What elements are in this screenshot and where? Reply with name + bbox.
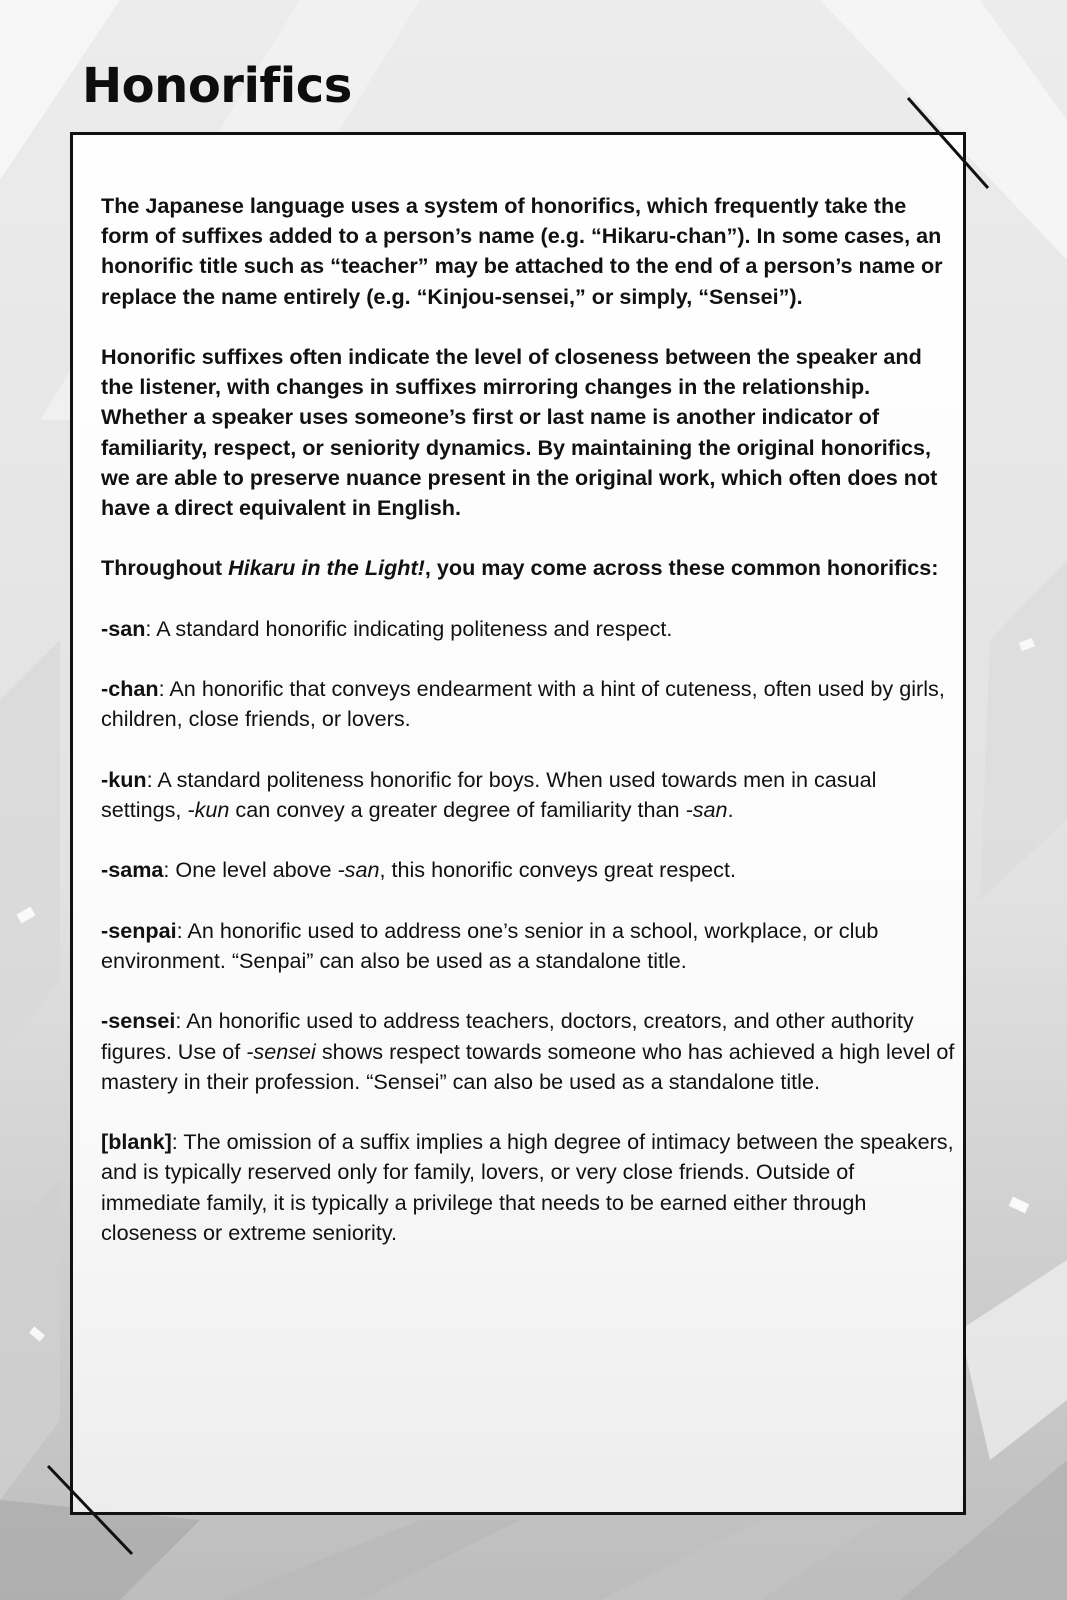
honorific-term: -sensei: [101, 1008, 176, 1034]
intro-paragraph-2: Honorific suffixes often indicate the level of closeness between the speaker and the listener, with changes in suffixes mirroring changes in the relationship. Whether a speaker uses someone’s first or last name is another indicator of familiarity, respect, or seniority dynamics. By maintaining the original honorifics, we are able to preserve nuance present in the original work, which often does not have a direct equivalent in English.: [101, 344, 938, 521]
honorific-term: -sama: [101, 857, 164, 883]
intro-p3-post: , you may come across these common honorifics:: [424, 555, 939, 581]
honorific-italic: -sensei: [246, 1038, 316, 1064]
honorific-italic: -kun: [187, 796, 230, 822]
honorific-entry-blank: [101, 1127, 957, 1248]
honorific-term: -kun: [101, 766, 147, 792]
intro-p3-pre: Throughout: [101, 555, 229, 581]
honorific-definition: , this honorific conveys great respect.: [379, 857, 736, 883]
honorific-definition: : The omission of a suffix implies a high degree of intimacy between the speakers, and is typically reserved only for family, lovers, or very close friends. Outside of immediate family, it is typically a privilege that needs to be earned either through closeness or extreme seniority.: [101, 1129, 954, 1245]
honorific-definition: : An honorific used to address one’s senior in a school, workplace, or club environment. “Senpai” can also be used as a standalone title.: [101, 917, 879, 973]
honorific-term: [blank]: [101, 1129, 172, 1155]
honorific-term: -chan: [101, 676, 159, 702]
honorific-entry-chan: [101, 674, 957, 734]
honorific-definition: .: [727, 796, 734, 822]
honorific-entry-sensei: [101, 1006, 957, 1097]
page-title: Honorifics: [82, 58, 352, 114]
intro-paragraph-3: [101, 553, 957, 583]
honorific-definition: : An honorific used to address teachers, doctors, creators, and other authority figures. Use of: [101, 1008, 914, 1064]
intro-paragraph-1: The Japanese language uses a system of honorifics, which frequently take the form of suffixes added to a person’s name (e.g. “Hikaru-chan”). In some cases, an honorific title such as “teacher” may be attached to the end of a person’s name or replace the name entirely (e.g. “Kinjou-sensei,” or simply, “Sensei”).: [101, 193, 943, 309]
corner-slash-top-right: [900, 90, 1000, 200]
honorific-italic: -san: [337, 857, 380, 883]
honorific-definition: : One level above: [163, 857, 338, 883]
honorific-definition: can convey a greater degree of familiarity than: [229, 796, 686, 822]
honorific-term: -san: [101, 615, 146, 641]
honorific-entry-senpai: [101, 916, 957, 976]
honorific-definition: : An honorific that conveys endearment with a hint of cuteness, often used by girls, children, close friends, or lovers.: [101, 676, 945, 732]
honorific-entry-sama: [101, 855, 957, 885]
honorific-definition: : A standard politeness honorific for boys. When used towards men in casual settings,: [101, 766, 877, 822]
honorific-term: -senpai: [101, 917, 177, 943]
honorific-definition: : A standard honorific indicating politeness and respect.: [145, 615, 673, 641]
honorific-entry-kun: [101, 765, 957, 825]
honorific-definition: shows respect towards someone who has achieved a high level of mastery in their profession. “Sensei” can also be used as a standalone title.: [101, 1038, 955, 1094]
book-title: Hikaru in the Light!: [228, 555, 425, 581]
corner-slash-bottom-left: [40, 1458, 140, 1568]
body-text: [101, 191, 957, 1278]
honorific-italic: -san: [685, 796, 728, 822]
honorific-entry-san: [101, 614, 957, 644]
